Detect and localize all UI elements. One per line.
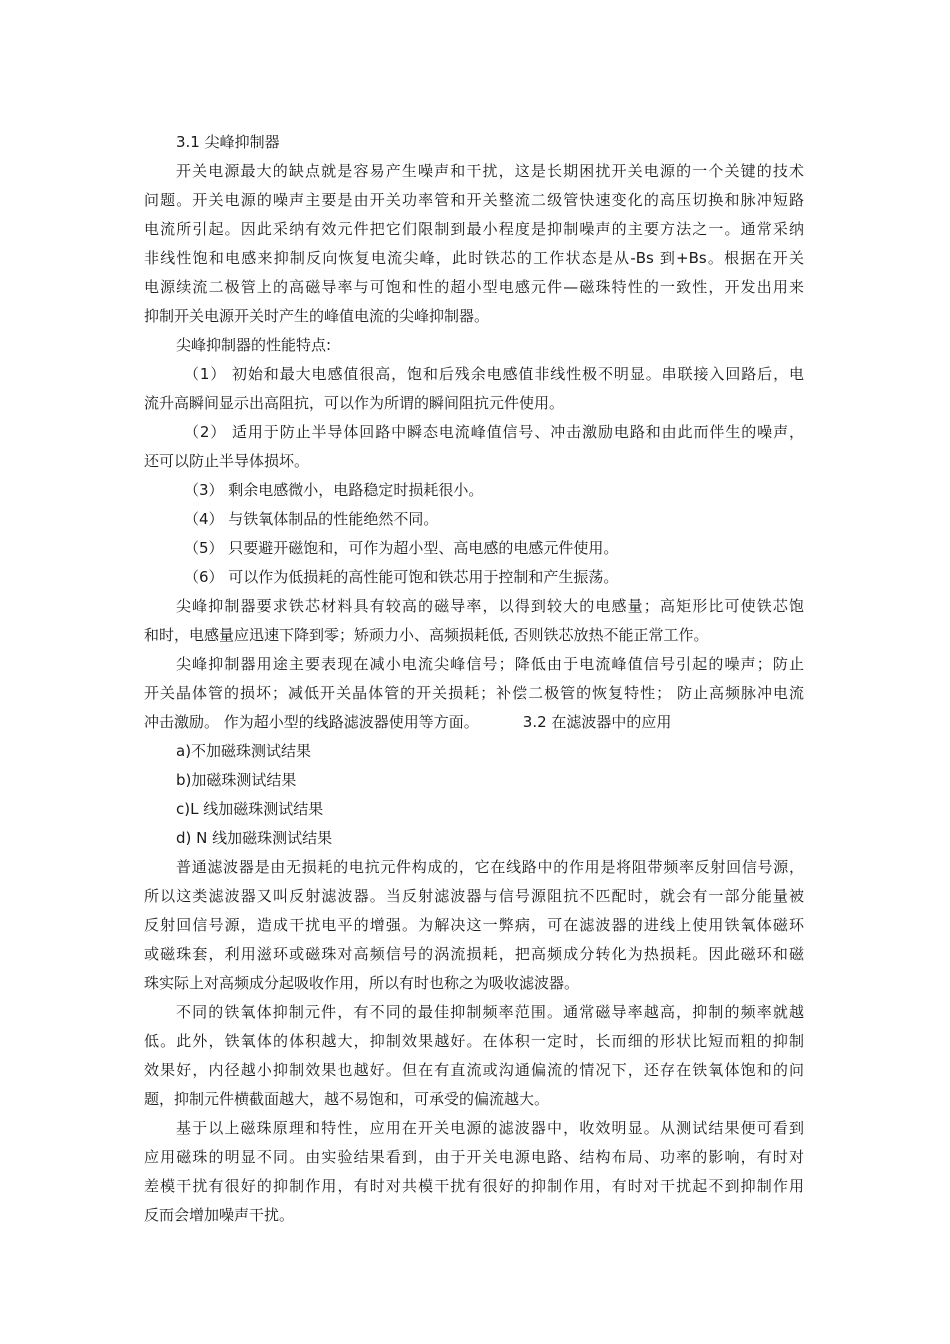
paragraph-line: 差模干扰有很好的抑制作用，有时对共模干扰有很好的抑制作用，有时对干扰起不到抑制作用: [144, 1177, 804, 1195]
paragraph-line: 非线性饱和电感来抑制反向恢复电流尖峰，此时铁芯的工作状态是从-Bs 到+Bs。根据在开关: [144, 249, 804, 267]
paragraph-line: 问题。开关电源的噪声主要是由开关功率管和开关整流二级管快速变化的高压切换和脉冲短路: [144, 191, 804, 209]
paragraph-line: 低。此外，铁氧体的体积越大，抑制效果越好。在体积一定时，长而细的形状比短而粗的抑制: [144, 1032, 804, 1050]
features-heading: 尖峰抑制器的性能特点:: [176, 336, 332, 354]
paragraph-line: 反射回信号源，造成干扰电平的增强。为解决这一弊病，可在滤波器的进线上使用铁氧体磁环: [144, 916, 804, 934]
feature-item-2: （2） 适用于防止半导体回路中瞬态电流峰值信号、冲击激励电路和由此而伴生的噪声，: [184, 423, 804, 441]
paragraph-line: 开关晶体管的损坏；减低开关晶体管的开关损耗；补偿二极管的恢复特性； 防止高频脉冲电流: [144, 684, 804, 702]
paragraph-line: 基于以上磁珠原理和特性，应用在开关电源的滤波器中，收效明显。从测试结果便可看到: [176, 1119, 804, 1137]
result-label-a: a)不加磁珠测试结果: [176, 742, 312, 760]
paragraph-line: 尖峰抑制器用途主要表现在减小电流尖峰信号；降低由于电流峰值信号引起的噪声；防止: [176, 655, 804, 673]
paragraph-line: 尖峰抑制器要求铁芯材料具有较高的磁导率，以得到较大的电感量；高矩形比可使铁芯饱: [176, 597, 804, 615]
paragraph-line: 冲击激励。 作为超小型的线路滤波器使用等方面。: [144, 713, 479, 731]
paragraph-line: 珠实际上对高频成分起吸收作用，所以有时也称之为吸收滤波器。: [144, 974, 580, 992]
feature-item-1: （1） 初始和最大电感值很高，饱和后残余电感值非线性极不明显。串联接入回路后，电: [184, 365, 804, 383]
paragraph-line: 普通滤波器是由无损耗的电抗元件构成的，它在线路中的作用是将阻带频率反射回信号源，: [176, 858, 804, 876]
feature-item-3: （3） 剩余电感微小，电路稳定时损耗很小。: [184, 481, 484, 499]
paragraph-line: 效果好，内径越小抑制效果也越好。但在有直流或沟通偏流的情况下，还存在铁氧体饱和的问: [144, 1061, 804, 1079]
paragraph-line: 开关电源最大的缺点就是容易产生噪声和干扰，这是长期困扰开关电源的一个关键的技术: [176, 162, 804, 180]
section-heading-3-2: 3.2 在滤波器中的应用: [522, 713, 672, 731]
result-label-d: d) N 线加磁珠测试结果: [176, 829, 333, 847]
paragraph-line: 电源续流二极管上的高磁导率与可饱和性的超小型电感元件—磁珠特性的一致性，开发出用来: [144, 278, 804, 296]
paragraph-line: 应用磁珠的明显不同。由实验结果看到，由于开关电源电路、结构布局、功率的影响，有时对: [144, 1148, 804, 1166]
feature-item-5: （5） 只要避开磁饱和，可作为超小型、高电感的电感元件使用。: [184, 539, 619, 557]
result-label-b: b)加磁珠测试结果: [176, 771, 297, 789]
paragraph-line: 反而会增加噪声干扰。: [144, 1206, 295, 1224]
section-heading-3-1: 3.1 尖峰抑制器: [176, 133, 280, 151]
feature-item-2-cont: 还可以防止半导体损坏。: [144, 452, 310, 470]
paragraph-line-with-heading: [144, 712, 671, 732]
paragraph-line: 或磁珠套，利用滋环或磁珠对高频信号的涡流损耗，把高频成分转化为热损耗。因此磁环和磁: [144, 945, 804, 963]
paragraph-line: 抑制开关电源开关时产生的峰值电流的尖峰抑制器。: [144, 307, 490, 325]
feature-item-1-cont: 流升高瞬间显示出高阻抗，可以作为所谓的瞬间阻抗元件使用。: [144, 394, 565, 412]
result-label-c: c)L 线加磁珠测试结果: [176, 800, 324, 818]
paragraph-line: 和时，电感量应迅速下降到零；矫顽力小、高频损耗低, 否则铁芯放热不能正常工作。: [144, 626, 709, 644]
feature-item-4: （4） 与铁氧体制品的性能绝然不同。: [184, 510, 439, 528]
paragraph-line: 电流所引起。因此采纳有效元件把它们限制到最小程度是抑制噪声的主要方法之一。通常采纳: [144, 220, 804, 238]
paragraph-line: 题，抑制元件横截面越大，越不易饱和，可承受的偏流越大。: [144, 1090, 550, 1108]
paragraph-line: 所以这类滤波器又叫反射滤波器。当反射滤波器与信号源阻抗不匹配时，就会有一部分能量被: [144, 887, 804, 905]
paragraph-line: 不同的铁氧体抑制元件，有不同的最佳抑制频率范围。通常磁导率越高，抑制的频率就越: [176, 1003, 804, 1021]
feature-item-6: （6） 可以作为低损耗的高性能可饱和铁芯用于控制和产生振荡。: [184, 568, 619, 586]
